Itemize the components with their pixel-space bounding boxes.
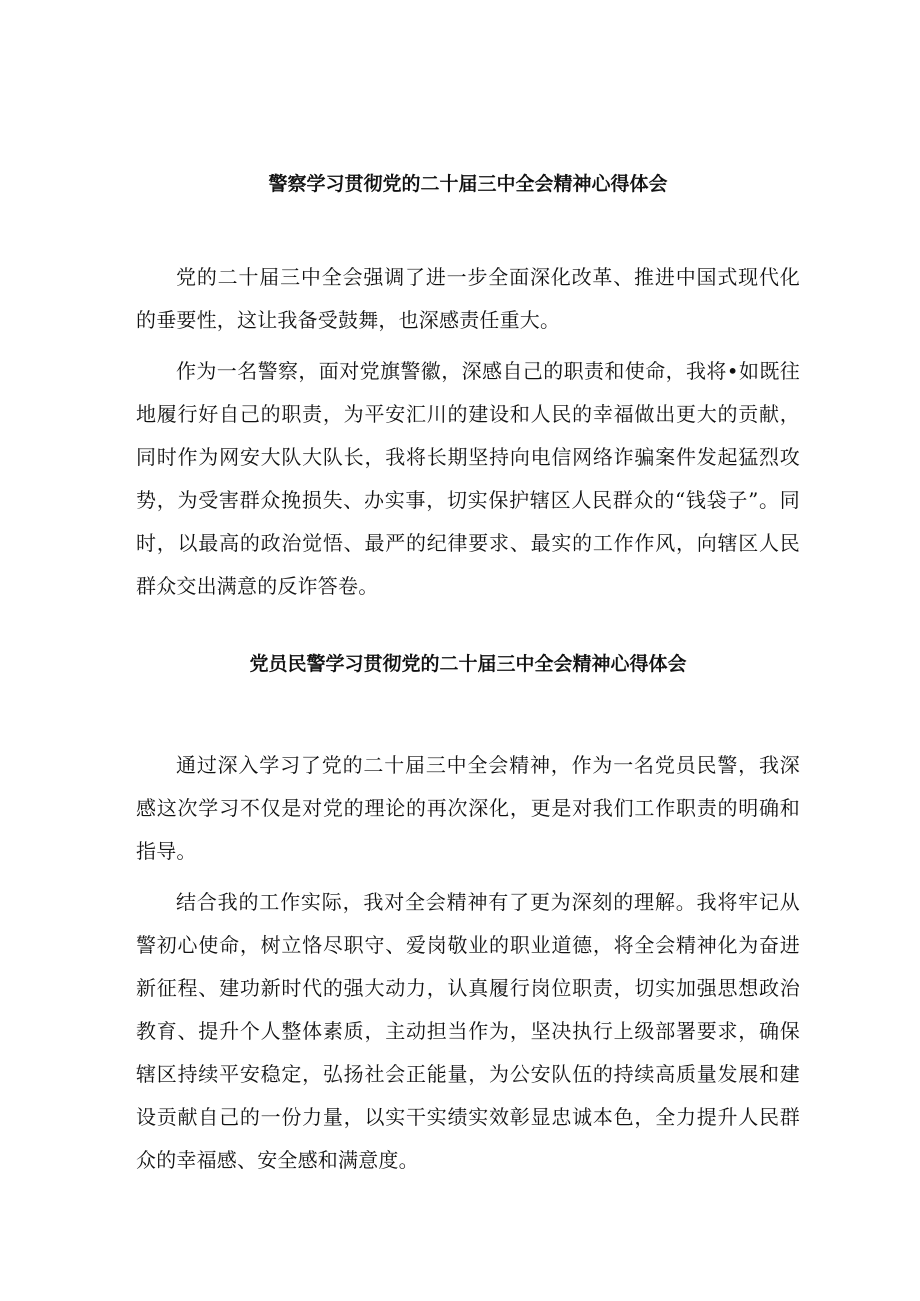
article-title: 警察学习贯彻党的二十届三中全会精神心得体会 — [268, 173, 668, 195]
article-section-party-member-police — [136, 648, 800, 1190]
paragraph: 结合我的工作实际，我对全会精神有了更为深刻的理解。我将牢记从警初心使命，树立恪尽职守、爱岗敬业的职业道德，将全会精神化为奋进新征程、建功新时代的强大动力，认真履行岗位职责，切实加强思想政治教育、提升个人整体素质，主动担当作为，坚决执行上级部署要求，确保辖区持续平安稳定，弘扬社会正能量，为公安队伍的持续高质量发展和建设贡献自己的一份力量，以实干实绩实效彰显忠诚本色，全力提升人民群众的幸福感、安全感和满意度。 — [136, 890, 800, 1172]
paragraph: 作为一名警察，面对党旗警徽，深感自己的职责和使命，我将•如既往地履行好自己的职责，为平安汇川的建设和人民的幸福做出更大的贡献，同时作为网安大队大队长，我将长期坚持向电信网络诈骗案件发起猛烈攻势，为受害群众挽损失、办实事，切实保护辖区人民群众的“钱袋子”。同时，以最高的政治觉悟、最严的纪律要求、最实的工作作风，向辖区人民群众交出满意的反诈答卷。 — [136, 359, 800, 598]
paragraph: 党的二十届三中全会强调了进一步全面深化改革、推进中国式现代化的垂要性，这让我备受鼓舞，也深感责任重大。 — [136, 265, 800, 332]
paragraph: 通过深入学习了党的二十届三中全会精神，作为一名党员民警，我深感这次学习不仅是对党的理论的再次深化，更是对我们工作职责的明确和指导。 — [136, 753, 800, 863]
article-body — [136, 744, 800, 1182]
article-section-police — [136, 168, 800, 616]
article-title: 党员民警学习贯彻党的二十届三中全会精神心得体会 — [249, 653, 687, 675]
article-body — [136, 256, 800, 608]
